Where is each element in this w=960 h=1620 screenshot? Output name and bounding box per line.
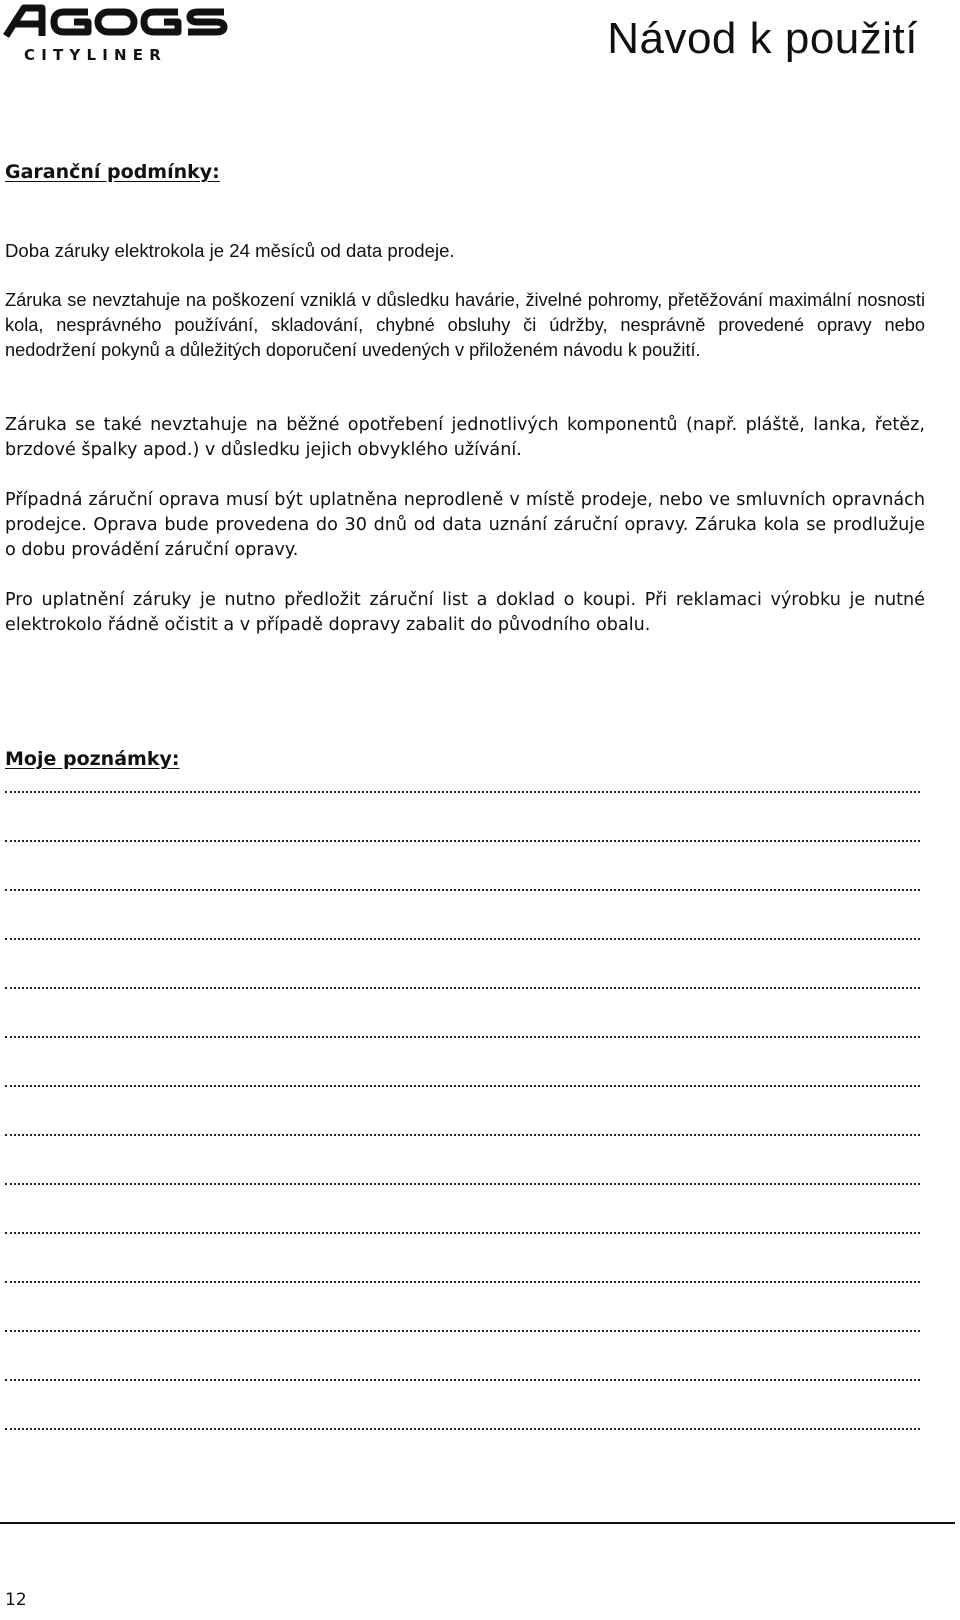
note-line [5, 1134, 920, 1136]
document-title: Návod k použití [607, 14, 918, 63]
note-line [5, 1379, 920, 1381]
note-line [5, 840, 920, 842]
warranty-exclusions-paragraph: Záruka se nevztahuje na poškození vzniklá v důsledku havárie, živelné pohromy, přetěžování maximální nosnosti kola, nesprávného používání, skladování, chybné obsluhy či údržby, nesprávně provedené opravy nebo nedodržení pokynů a důležitých doporučení uvedených v přiloženém návodu k použití. [5, 290, 925, 360]
note-line [5, 987, 920, 989]
note-line [5, 1183, 920, 1185]
warranty-repair-paragraph: Případná záruční oprava musí být uplatněna neprodleně v místě prodeje, nebo ve smluvních opravnách prodejce. Oprava bude provedena do 30 dnů od data uznání záruční opravy. Záruka kola se prodlužuje o dobu provádění záruční opravy. [5, 490, 925, 560]
page-number: 12 [5, 1590, 27, 1610]
warranty-heading: Garanční podmínky: [5, 161, 220, 183]
note-line [5, 1330, 920, 1332]
note-line [5, 1232, 920, 1234]
footer-rule [0, 1522, 955, 1524]
note-line [5, 1281, 920, 1283]
logo-subtitle: CITYLINER [24, 46, 167, 64]
note-line [5, 1036, 920, 1038]
note-line [5, 1428, 920, 1430]
agogs-cityliner-logo [2, 0, 228, 66]
warranty-claim-paragraph: Pro uplatnění záruky je nutno předložit záruční list a doklad o koupi. Při reklamaci výrobku je nutné elektrokolo řádně očistit a v případě dopravy zabalit do původního obalu. [5, 590, 925, 635]
note-line [5, 938, 920, 940]
warranty-period-paragraph: Doba záruky elektrokola je 24 měsíců od data prodeje. [5, 240, 455, 261]
notes-heading: Moje poznámky: [5, 748, 180, 770]
note-line [5, 1085, 920, 1087]
note-line [5, 791, 920, 793]
wear-exclusion-paragraph: Záruka se také nevztahuje na běžné opotřebení jednotlivých komponentů (např. pláště, lanka, řetěz, brzdové špalky apod.) v důsledku jejich obvyklého užívání. [5, 415, 925, 460]
note-line [5, 889, 920, 891]
